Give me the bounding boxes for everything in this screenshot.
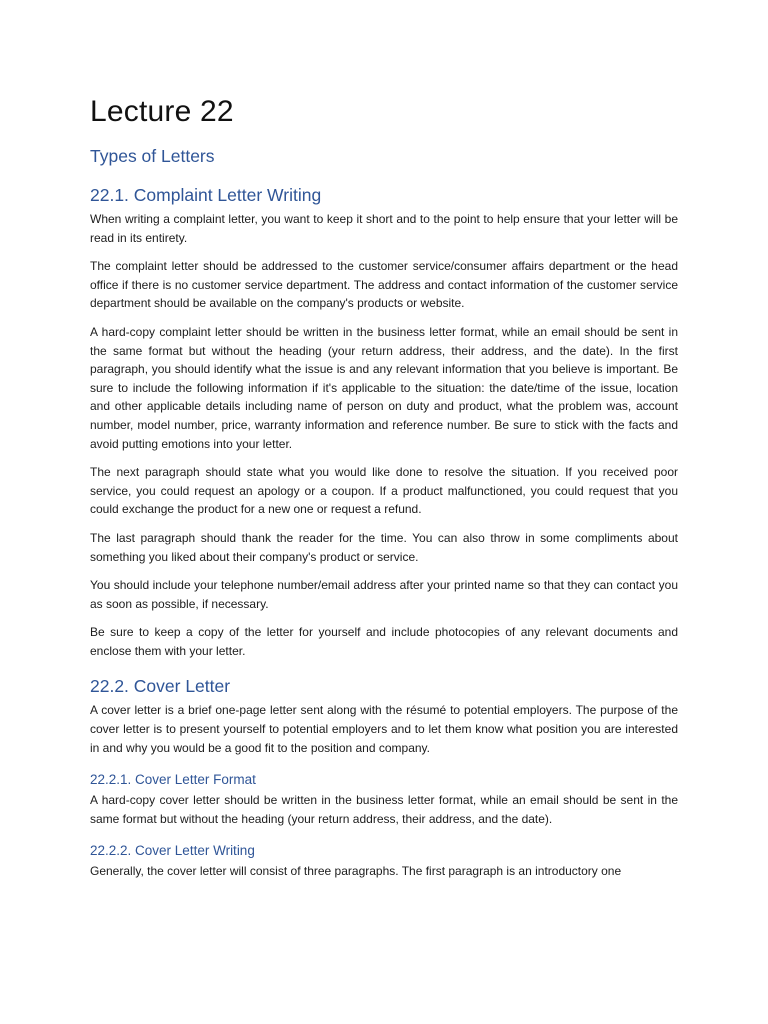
subsection-heading-cover-letter-format: 22.2.1. Cover Letter Format	[90, 772, 256, 788]
paragraph: Be sure to keep a copy of the letter for yourself and include photocopies of any relevant documents and enclose them with your letter.	[90, 625, 678, 658]
page-title: Lecture 22	[90, 95, 234, 128]
paragraph: A hard-copy complaint letter should be written in the business letter format, while an email should be sent in the same format but without the heading (your return address, their address, and the date). In the first paragraph, you should identify what the issue is and any relevant information that you believe is important. Be sure to include the following information if it's applicable to the situation: the date/time of the issue, location and other applicable details including name of person on duty and product, what the problem was, account number, model number, price, warranty information and reference number. Be sure to stick with the facts and avoid putting emotions into your letter.	[90, 324, 678, 451]
document-page	[90, 92, 678, 891]
paragraph: A cover letter is a brief one-page letter sent along with the résumé to potential employers. The purpose of the cover letter is to present yourself to potential employers and to let them know what position you are interested in and why you would be a good fit to the position and company.	[90, 703, 678, 755]
section-heading-complaint-letter: 22.1. Complaint Letter Writing	[90, 185, 322, 205]
paragraph: The last paragraph should thank the reader for the time. You can also throw in some compliments about something you liked about their company's product or service.	[90, 530, 678, 564]
page-subtitle: Types of Letters	[90, 146, 215, 166]
paragraph: The complaint letter should be addressed to the customer service/consumer affairs department or the head office if there is no customer service department. The address and contact information of the customer service department should be available on the company's products or website.	[90, 259, 678, 311]
paragraph: Generally, the cover letter will consist of three paragraphs. The first paragraph is an introductory one	[90, 864, 622, 879]
subsection-heading-cover-letter-writing: 22.2.2. Cover Letter Writing	[90, 843, 255, 859]
section-heading-cover-letter: 22.2. Cover Letter	[90, 676, 231, 697]
paragraph: The next paragraph should state what you would like done to resolve the situation. If you received poor service, you could request an apology or a coupon. If a product malfunctioned, you could request that you could exchange the product for a new one or request a refund.	[90, 465, 678, 517]
paragraph: A hard-copy cover letter should be written in the business letter format, while an email should be sent in the same format but without the heading (your return address, their address, and the date).	[90, 793, 678, 826]
paragraph: When writing a complaint letter, you want to keep it short and to the point to help ensure that your letter will be read in its entirety.	[90, 212, 678, 245]
paragraph: You should include your telephone number/email address after your printed name so that they can contact you as soon as possible, if necessary.	[90, 578, 678, 611]
